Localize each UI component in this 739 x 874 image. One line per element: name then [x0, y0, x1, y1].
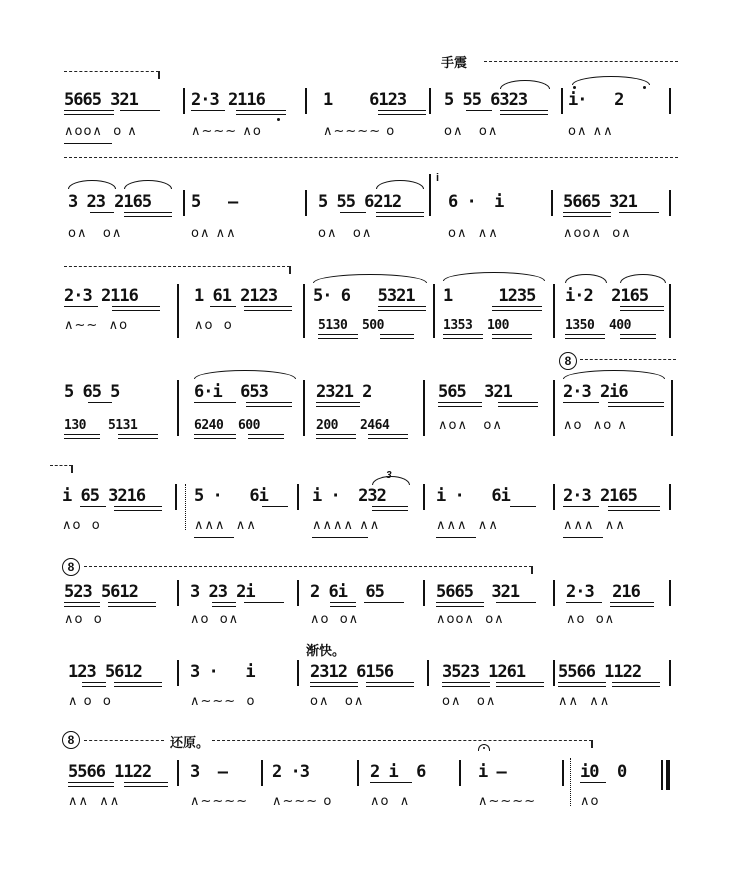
melody-measure: 2·3 216 [566, 582, 640, 602]
percussion-measure: ∧o o∧ [190, 612, 240, 627]
melody-measure: 3523 1261 [442, 662, 526, 682]
barline [297, 580, 299, 606]
slur [565, 274, 607, 283]
beam [194, 537, 234, 538]
percussion-measure: o∧ o∧ [442, 694, 497, 709]
beam [366, 682, 414, 687]
percussion-measure: ∧~~~~ o [323, 124, 396, 139]
barline [669, 580, 671, 606]
slur [563, 370, 665, 379]
barline [297, 484, 299, 510]
percussion-measure: ∧o ∧o ∧ [563, 418, 628, 433]
beam [380, 334, 414, 339]
percussion-measure: ∧~~~ o [272, 794, 333, 809]
melody-measure: 2 6i 65 [310, 582, 384, 602]
beam [316, 402, 360, 407]
beam [612, 682, 660, 687]
melody-measure: 523 5612 [64, 582, 138, 602]
melody-measure: 1 61 2123 [194, 286, 278, 306]
melody-measure: 1 6123 [323, 90, 407, 110]
low-octave-dot [277, 118, 280, 121]
shouzhen-extension-line-end [50, 465, 72, 466]
jiankuai-marking: 渐快。 [306, 643, 346, 658]
beam [563, 212, 611, 217]
barline [553, 380, 555, 436]
lower-voice-measure: 130 5131 [64, 418, 138, 433]
beam [466, 110, 492, 111]
beam [620, 334, 656, 339]
slur [124, 180, 172, 189]
huanyuan-marking: 还原。 [170, 735, 210, 750]
melody-measure: 2 i 6 [370, 762, 426, 782]
lower-voice-measure: 1353 100 [443, 318, 509, 333]
beam [372, 506, 408, 511]
barline [551, 190, 553, 216]
percussion-measure: ∧~~~ ∧o [191, 124, 262, 139]
barline [423, 484, 425, 510]
melody-measure: 2 ·3 [272, 762, 309, 782]
barline [303, 284, 305, 338]
beam [500, 110, 548, 115]
lower-voice-measure: 5130 500 [318, 318, 384, 333]
beam [563, 506, 599, 507]
beam [608, 506, 660, 511]
beam [124, 212, 172, 217]
barline [175, 484, 177, 510]
percussion-measure: ∧ o o [68, 694, 112, 709]
barline [429, 174, 431, 216]
beam [378, 110, 426, 115]
beam [563, 537, 603, 538]
beam [368, 434, 408, 439]
rehearsal-mark: 8 [559, 352, 577, 370]
beam [310, 682, 358, 687]
melody-measure: 2·3 2165 [563, 486, 637, 506]
melody-measure: i — [478, 762, 506, 782]
arpeggio-mark [183, 484, 189, 530]
percussion-measure: ∧∧∧ ∧∧ [194, 518, 257, 533]
beam [88, 402, 112, 403]
beam [246, 402, 292, 407]
percussion-measure: ∧oo∧ o∧ [436, 612, 505, 627]
melody-measure: i0 0 [580, 762, 627, 782]
percussion-measure: ∧~~ ∧o [64, 318, 129, 333]
beam [244, 306, 292, 311]
barline [562, 760, 564, 786]
beam [496, 602, 536, 603]
rehearsal-mark: 8 [62, 731, 80, 749]
beam [565, 334, 605, 339]
beam [114, 682, 162, 687]
beam [558, 682, 606, 687]
barline [177, 580, 179, 606]
percussion-measure: ∧∧∧∧ ∧∧ [312, 518, 381, 533]
melody-measure: 2·3 2116 [191, 90, 265, 110]
melody-measure: i· 2 [568, 90, 624, 110]
barline [669, 190, 671, 216]
melody-measure: 5566 1122 [558, 662, 642, 682]
barline [429, 88, 431, 114]
barline [553, 580, 555, 606]
grace-note: i [436, 172, 440, 184]
barline [669, 660, 671, 686]
melody-measure: 5 55 6212 [318, 192, 402, 212]
percussion-measure: o∧ o∧ [444, 124, 499, 139]
barline [177, 660, 179, 686]
melody-measure: 5 · 6i [194, 486, 268, 506]
melody-measure: 5665 321 [64, 90, 138, 110]
slur [194, 370, 296, 379]
beam [64, 434, 100, 439]
rehearsal-mark: 8 [62, 558, 80, 576]
melody-measure: i · 232 [312, 486, 386, 506]
beam [498, 402, 538, 407]
percussion-measure: ∧o o [62, 518, 101, 533]
barline [261, 760, 263, 786]
beam [580, 782, 606, 783]
beam [376, 212, 424, 217]
beam [124, 782, 168, 787]
shouzhen-extension-line-end [212, 740, 592, 741]
melody-measure: i · 6i [436, 486, 510, 506]
beam [244, 602, 284, 603]
melody-measure: 6 · i [448, 192, 504, 212]
beam [510, 506, 536, 507]
melody-measure: i 65 3216 [62, 486, 146, 506]
barline [357, 760, 359, 786]
beam [64, 306, 98, 307]
barline [303, 380, 305, 436]
melody-measure: 5· 6 5321 [313, 286, 415, 306]
beam [378, 306, 426, 311]
barline [669, 88, 671, 114]
percussion-measure: ∧oo∧ o∧ [563, 226, 632, 241]
beam [120, 110, 160, 111]
slur [372, 476, 410, 485]
percussion-measure: o∧ o∧ [310, 694, 365, 709]
beam [118, 434, 158, 439]
melody-measure: 3 — [190, 762, 227, 782]
beam [340, 212, 366, 213]
lower-voice-measure: 6240 600 [194, 418, 260, 433]
barline [433, 284, 435, 338]
melody-measure: 5 — [191, 192, 238, 212]
percussion-measure: o∧ ∧∧ [191, 226, 237, 241]
beam [563, 402, 599, 403]
barline [561, 88, 563, 114]
barline [669, 284, 671, 338]
fermata-icon [478, 744, 490, 751]
melody-measure: 3 · i [190, 662, 255, 682]
melody-measure: 5665 321 [436, 582, 520, 602]
barline [177, 760, 179, 786]
melody-measure: 2·3 2i6 [563, 382, 628, 402]
arpeggio-mark [568, 758, 574, 806]
beam [330, 602, 356, 607]
shouzhen-extension-line-end [84, 566, 532, 567]
beam [370, 782, 412, 783]
beam [610, 602, 654, 607]
slur [572, 76, 650, 85]
percussion-measure: ∧∧∧ ∧∧ [563, 518, 626, 533]
beam [316, 434, 356, 439]
shouzhen-marking: 手震 [441, 55, 468, 70]
beam [248, 434, 284, 439]
high-octave-dot [573, 86, 576, 89]
barline [183, 88, 185, 114]
melody-measure: 2·3 2116 [64, 286, 138, 306]
percussion-measure: ∧~~~~ [190, 794, 249, 809]
slur [376, 180, 424, 189]
beam [492, 306, 542, 311]
beam [64, 143, 112, 144]
beam [443, 334, 483, 339]
slur [620, 274, 666, 283]
slur [68, 180, 116, 189]
beam [236, 110, 286, 115]
barline [177, 284, 179, 338]
beam [496, 682, 544, 687]
beam [492, 334, 532, 339]
melody-measure: 5 55 6323 [444, 90, 528, 110]
triplet-mark: 3 [386, 470, 392, 481]
barline [671, 380, 673, 436]
melody-measure: 1 1235 [443, 286, 536, 306]
barline [553, 284, 555, 338]
percussion-measure: ∧o [580, 794, 600, 809]
shouzhen-extension-line [64, 157, 678, 158]
barline [297, 660, 299, 686]
beam [108, 602, 156, 607]
beam [212, 602, 236, 607]
barline [459, 760, 461, 786]
barline [553, 660, 555, 686]
beam [194, 402, 236, 403]
beam [312, 537, 368, 538]
melody-measure: 123 5612 [68, 662, 142, 682]
beam [90, 212, 114, 213]
melody-measure: 565 321 [438, 382, 512, 402]
beam [114, 506, 162, 511]
melody-measure: 6·i 653 [194, 382, 268, 402]
percussion-measure: ∧∧ ∧∧ [558, 694, 611, 709]
melody-measure: 3 23 2i [190, 582, 255, 602]
beam [191, 110, 225, 111]
percussion-measure: ∧∧∧ ∧∧ [436, 518, 499, 533]
percussion-measure: o∧ ∧∧ [448, 226, 499, 241]
beam [64, 602, 100, 607]
barline [305, 190, 307, 216]
barline [669, 484, 671, 510]
final-barline [661, 760, 663, 790]
beam [619, 212, 659, 213]
shouzhen-extension-line [84, 740, 164, 741]
shouzhen-extension-line-end [64, 266, 290, 267]
shouzhen-extension-line-end [64, 71, 159, 72]
percussion-measure: ∧o o [64, 612, 103, 627]
beam [438, 402, 482, 407]
percussion-measure: ∧∧ ∧∧ [68, 794, 121, 809]
beam [436, 537, 476, 538]
beam [566, 602, 602, 603]
beam [364, 602, 404, 603]
beam [210, 306, 236, 307]
beam [608, 402, 664, 407]
percussion-measure: ∧o ∧ [370, 794, 411, 809]
lower-voice-measure: 200 2464 [316, 418, 390, 433]
barline [553, 484, 555, 510]
beam [80, 506, 106, 507]
beam [620, 306, 664, 311]
percussion-measure: ∧o o∧ [310, 612, 360, 627]
barline [427, 660, 429, 686]
percussion-measure: o∧ o∧ [318, 226, 373, 241]
percussion-measure: o∧ ∧∧ [568, 124, 614, 139]
barline [423, 380, 425, 436]
beam [112, 306, 160, 311]
percussion-measure: ∧~~~~ [478, 794, 537, 809]
melody-measure: 3 23 2165 [68, 192, 152, 212]
shouzhen-extension-line [580, 359, 676, 360]
high-octave-dot [643, 86, 646, 89]
percussion-measure: ∧o o∧ [566, 612, 616, 627]
percussion-measure: ∧oo∧ o ∧ [64, 124, 138, 139]
slur [443, 272, 545, 281]
melody-measure: 5665 321 [563, 192, 637, 212]
slur [500, 80, 550, 89]
final-barline [666, 760, 670, 790]
slur [313, 274, 427, 283]
barline [423, 580, 425, 606]
melody-measure: i·2 2165 [565, 286, 649, 306]
beam [68, 782, 114, 787]
beam [318, 334, 358, 339]
beam [194, 434, 236, 439]
melody-measure: 2321 2 [316, 382, 372, 402]
beam [82, 682, 106, 687]
percussion-measure: ∧~~~ o [190, 694, 256, 709]
beam [64, 110, 114, 115]
beam [262, 506, 288, 507]
melody-measure: 5566 1122 [68, 762, 152, 782]
barline [183, 190, 185, 216]
melody-measure: 5 65 5 [64, 382, 120, 402]
melody-measure: 2312 6156 [310, 662, 394, 682]
percussion-measure: o∧ o∧ [68, 226, 123, 241]
barline [305, 88, 307, 114]
beam [436, 602, 484, 607]
beam [442, 682, 490, 687]
lower-voice-measure: 1350 400 [565, 318, 631, 333]
barline [177, 380, 179, 436]
percussion-measure: ∧o∧ o∧ [438, 418, 503, 433]
shouzhen-extension-line [484, 61, 678, 62]
percussion-measure: ∧o o [194, 318, 233, 333]
